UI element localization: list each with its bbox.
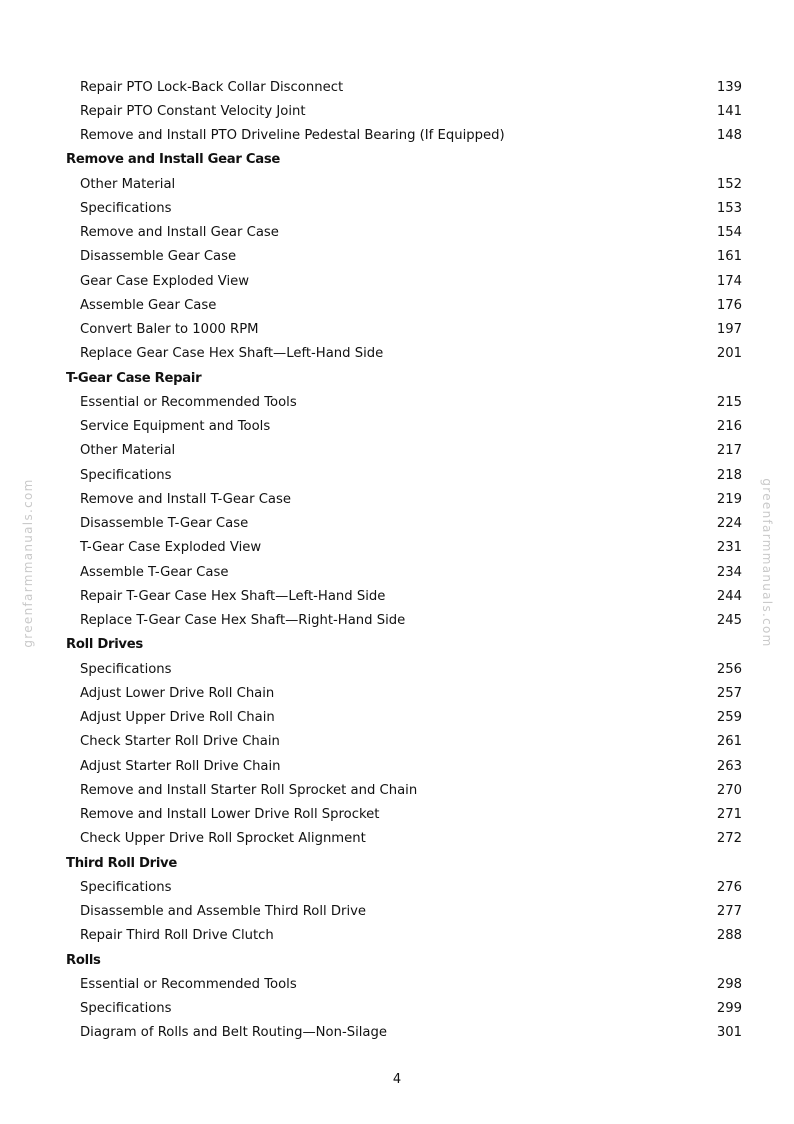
entry-title: Remove and Install PTO Driveline Pedestal Bearing (If Equipped) bbox=[80, 128, 505, 144]
entry-page-number: 141 bbox=[716, 103, 742, 119]
entry-page-number: 261 bbox=[716, 734, 742, 750]
entry-page-number: 161 bbox=[716, 249, 742, 265]
entry-title: Adjust Starter Roll Drive Chain bbox=[80, 758, 281, 774]
entry-page-number: 299 bbox=[716, 1001, 742, 1017]
toc-entry[interactable] bbox=[66, 900, 742, 924]
entry-page-number: 224 bbox=[716, 516, 742, 532]
entry-title: Diagram of Rolls and Belt Routing—Non-Silage bbox=[80, 1025, 387, 1041]
entry-title: Specifications bbox=[80, 661, 172, 677]
toc-entry[interactable] bbox=[66, 560, 742, 584]
toc-entry[interactable] bbox=[66, 269, 742, 293]
toc-entry[interactable] bbox=[66, 1021, 742, 1045]
entry-title: Replace T-Gear Case Hex Shaft—Right-Hand Side bbox=[80, 613, 406, 629]
entry-page-number: 288 bbox=[716, 928, 742, 944]
toc-entry[interactable] bbox=[66, 609, 742, 633]
toc-entry[interactable] bbox=[66, 827, 742, 851]
entry-page-number: 244 bbox=[716, 588, 742, 604]
entry-title: Specifications bbox=[80, 879, 172, 895]
entry-page-number: 176 bbox=[716, 297, 742, 313]
entry-page-number: 234 bbox=[716, 564, 742, 580]
entry-page-number: 270 bbox=[716, 782, 742, 798]
toc-entry[interactable] bbox=[66, 730, 742, 754]
toc-entry[interactable] bbox=[66, 778, 742, 802]
entry-title: Other Material bbox=[80, 176, 176, 192]
toc-entry[interactable] bbox=[66, 972, 742, 996]
toc-entry[interactable] bbox=[66, 487, 742, 511]
section-title: T-Gear Case Repair bbox=[66, 370, 202, 386]
entry-page-number: 277 bbox=[716, 904, 742, 920]
entry-page-number: 148 bbox=[716, 128, 742, 144]
entry-title: Service Equipment and Tools bbox=[80, 419, 271, 435]
section-title: Rolls bbox=[66, 952, 101, 968]
toc-entry[interactable] bbox=[66, 512, 742, 536]
entry-page-number: 298 bbox=[716, 976, 742, 992]
toc-entry[interactable] bbox=[66, 875, 742, 899]
section-title: Roll Drives bbox=[66, 637, 143, 653]
toc-entry[interactable] bbox=[66, 584, 742, 608]
entry-title: Remove and Install Starter Roll Sprocket and Chain bbox=[80, 782, 418, 798]
entry-title: Adjust Upper Drive Roll Chain bbox=[80, 710, 275, 726]
entry-page-number: 215 bbox=[716, 394, 742, 410]
page-number: 4 bbox=[392, 1072, 402, 1087]
entry-title: Remove and Install T-Gear Case bbox=[80, 491, 291, 507]
entry-page-number: 201 bbox=[716, 346, 742, 362]
toc-entry[interactable] bbox=[66, 997, 742, 1021]
toc-entry[interactable] bbox=[66, 415, 742, 439]
toc-entry[interactable] bbox=[66, 390, 742, 414]
entry-title: Assemble Gear Case bbox=[80, 297, 217, 313]
toc-entry[interactable] bbox=[66, 99, 742, 123]
entry-page-number: 245 bbox=[716, 613, 742, 629]
entry-title: Other Material bbox=[80, 443, 176, 459]
toc-entry[interactable] bbox=[66, 803, 742, 827]
entry-page-number: 197 bbox=[716, 322, 742, 338]
entry-title: Repair PTO Lock-Back Collar Disconnect bbox=[80, 79, 344, 95]
entry-title: Specifications bbox=[80, 200, 172, 216]
entry-page-number: 231 bbox=[716, 540, 742, 556]
entry-title: Remove and Install Gear Case bbox=[80, 225, 279, 241]
entry-page-number: 301 bbox=[716, 1025, 742, 1041]
entry-title: Adjust Lower Drive Roll Chain bbox=[80, 685, 275, 701]
entry-title: Convert Baler to 1000 RPM bbox=[80, 322, 259, 338]
watermark-right: greenfarmmanuals.com bbox=[760, 478, 774, 648]
entry-title: Repair PTO Constant Velocity Joint bbox=[80, 103, 306, 119]
entry-title: Assemble T-Gear Case bbox=[80, 564, 229, 580]
entry-page-number: 276 bbox=[716, 879, 742, 895]
entry-title: T-Gear Case Exploded View bbox=[80, 540, 262, 556]
entry-page-number: 152 bbox=[716, 176, 742, 192]
entry-title: Specifications bbox=[80, 467, 172, 483]
entry-page-number: 257 bbox=[716, 685, 742, 701]
toc-entry[interactable] bbox=[66, 293, 742, 317]
toc-entry[interactable] bbox=[66, 318, 742, 342]
entry-title: Disassemble Gear Case bbox=[80, 249, 237, 265]
section-title: Third Roll Drive bbox=[66, 855, 177, 871]
entry-page-number: 153 bbox=[716, 200, 742, 216]
entry-page-number: 218 bbox=[716, 467, 742, 483]
toc-entry[interactable] bbox=[66, 681, 742, 705]
entry-page-number: 256 bbox=[716, 661, 742, 677]
table-of-contents bbox=[66, 75, 742, 1045]
toc-entry[interactable] bbox=[66, 245, 742, 269]
toc-entry[interactable] bbox=[66, 75, 742, 99]
entry-page-number: 216 bbox=[716, 419, 742, 435]
entry-title: Specifications bbox=[80, 1001, 172, 1017]
toc-entry[interactable] bbox=[66, 657, 742, 681]
entry-page-number: 272 bbox=[716, 831, 742, 847]
entry-page-number: 263 bbox=[716, 758, 742, 774]
toc-entry[interactable] bbox=[66, 924, 742, 948]
toc-entry[interactable] bbox=[66, 706, 742, 730]
toc-entry[interactable] bbox=[66, 124, 742, 148]
toc-section-heading bbox=[66, 366, 742, 390]
toc-entry[interactable] bbox=[66, 463, 742, 487]
entry-title: Gear Case Exploded View bbox=[80, 273, 250, 289]
entry-page-number: 174 bbox=[716, 273, 742, 289]
section-title: Remove and Install Gear Case bbox=[66, 152, 281, 168]
toc-entry[interactable] bbox=[66, 172, 742, 196]
entry-title: Check Starter Roll Drive Chain bbox=[80, 734, 280, 750]
entry-title: Replace Gear Case Hex Shaft—Left-Hand Side bbox=[80, 346, 384, 362]
toc-entry[interactable] bbox=[66, 536, 742, 560]
entry-page-number: 154 bbox=[716, 225, 742, 241]
toc-section-heading bbox=[66, 851, 742, 875]
entry-title: Disassemble and Assemble Third Roll Drive bbox=[80, 904, 367, 920]
entry-title: Essential or Recommended Tools bbox=[80, 976, 297, 992]
toc-section-heading bbox=[66, 633, 742, 657]
toc-entry[interactable] bbox=[66, 342, 742, 366]
watermark-left: greenfarmmanuals.com bbox=[21, 478, 35, 648]
entry-title: Disassemble T-Gear Case bbox=[80, 516, 249, 532]
toc-entry[interactable] bbox=[66, 221, 742, 245]
entry-title: Remove and Install Lower Drive Roll Sprocket bbox=[80, 807, 380, 823]
entry-page-number: 219 bbox=[716, 491, 742, 507]
toc-section-heading bbox=[66, 148, 742, 172]
entry-page-number: 259 bbox=[716, 710, 742, 726]
entry-page-number: 139 bbox=[716, 79, 742, 95]
toc-entry[interactable] bbox=[66, 754, 742, 778]
entry-page-number: 217 bbox=[716, 443, 742, 459]
entry-title: Repair Third Roll Drive Clutch bbox=[80, 928, 274, 944]
toc-section-heading bbox=[66, 948, 742, 972]
entry-page-number: 271 bbox=[716, 807, 742, 823]
toc-entry[interactable] bbox=[66, 439, 742, 463]
entry-title: Essential or Recommended Tools bbox=[80, 394, 297, 410]
toc-entry[interactable] bbox=[66, 196, 742, 220]
entry-title: Repair T-Gear Case Hex Shaft—Left-Hand Side bbox=[80, 588, 386, 604]
entry-title: Check Upper Drive Roll Sprocket Alignment bbox=[80, 831, 366, 847]
